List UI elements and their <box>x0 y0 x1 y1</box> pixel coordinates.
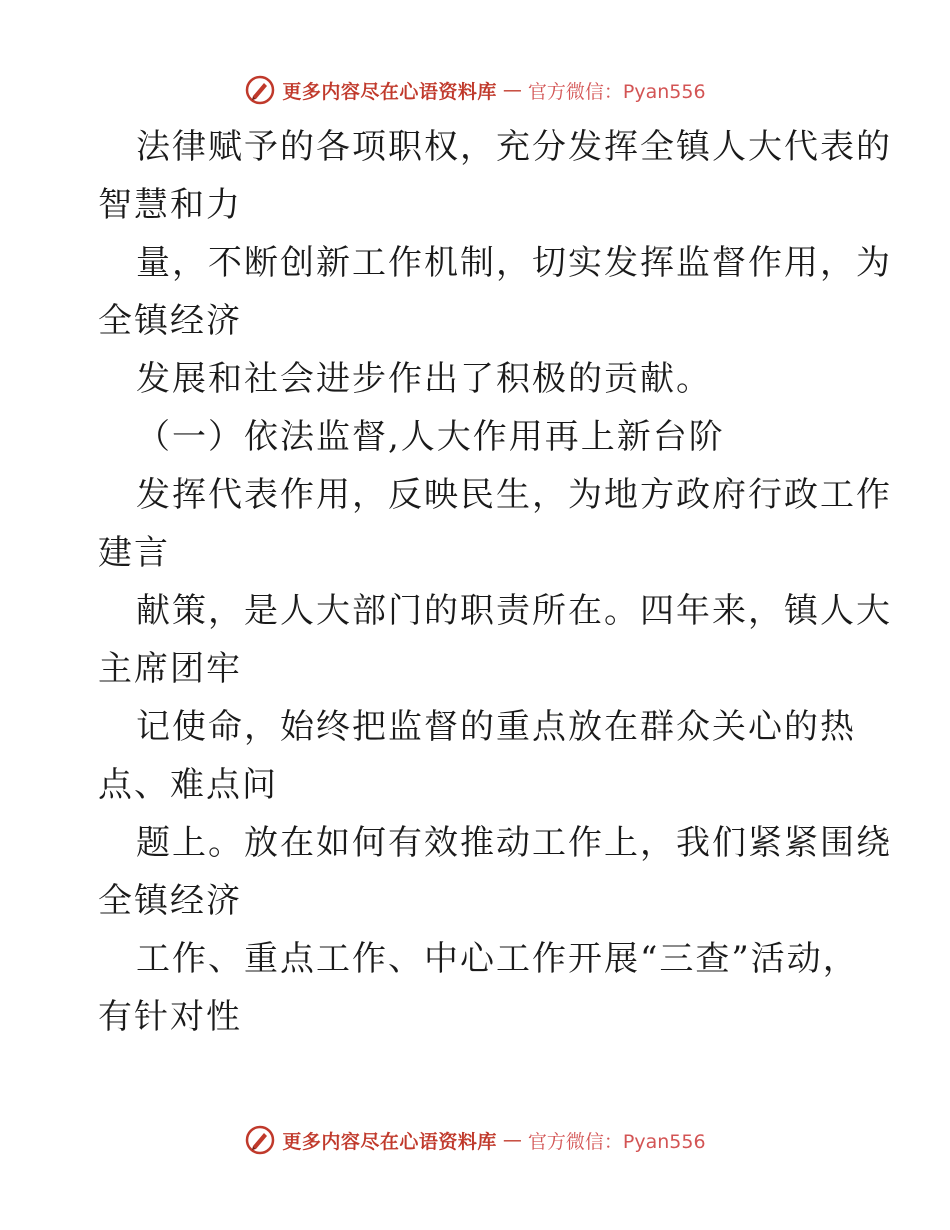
footer-watermark <box>0 1120 950 1160</box>
header-watermark <box>0 70 950 110</box>
text-line: 全镇经济 <box>98 881 242 921</box>
text-line: 发展和社会进步作出了积极的贡献。 <box>136 359 712 399</box>
text-line: 智慧和力 <box>98 185 242 225</box>
watermark-wechat-text: 官方微信：Pyan556 <box>527 80 706 103</box>
text-line: 建言 <box>98 533 170 573</box>
text-line: 献策，是人大部门的职责所在。四年来，镇人大 <box>136 591 892 631</box>
section-heading: （一）依法监督,人大作用再上新台阶 <box>136 417 725 457</box>
text-line: 有针对性 <box>98 997 242 1037</box>
text-line: 工作、重点工作、中心工作开展“三查”活动， <box>136 939 859 979</box>
text-line: 全镇经济 <box>98 301 242 341</box>
watermark-main-text: 更多内容尽在心语资料库 <box>282 80 497 103</box>
text-line: 记使命，始终把监督的重点放在群众关心的热 <box>136 707 856 747</box>
text-line: 点、难点问 <box>98 765 278 805</box>
watermark-wechat-text: 官方微信：Pyan556 <box>527 1130 706 1153</box>
watermark-dash: — <box>502 1129 522 1151</box>
text-line: 量，不断创新工作机制，切实发挥监督作用，为 <box>136 243 892 283</box>
watermark-main-text: 更多内容尽在心语资料库 <box>282 1130 497 1153</box>
text-line: 发挥代表作用，反映民生，为地方政府行政工作 <box>136 475 892 515</box>
document-body <box>98 118 892 1046</box>
text-line: 法律赋予的各项职权，充分发挥全镇人大代表的 <box>136 127 892 167</box>
text-line: 题上。放在如何有效推动工作上，我们紧紧围绕 <box>136 823 892 863</box>
watermark-dash: — <box>502 79 522 101</box>
pen-logo-icon <box>244 1124 276 1156</box>
pen-logo-icon <box>244 74 276 106</box>
text-line: 主席团牢 <box>98 649 242 689</box>
